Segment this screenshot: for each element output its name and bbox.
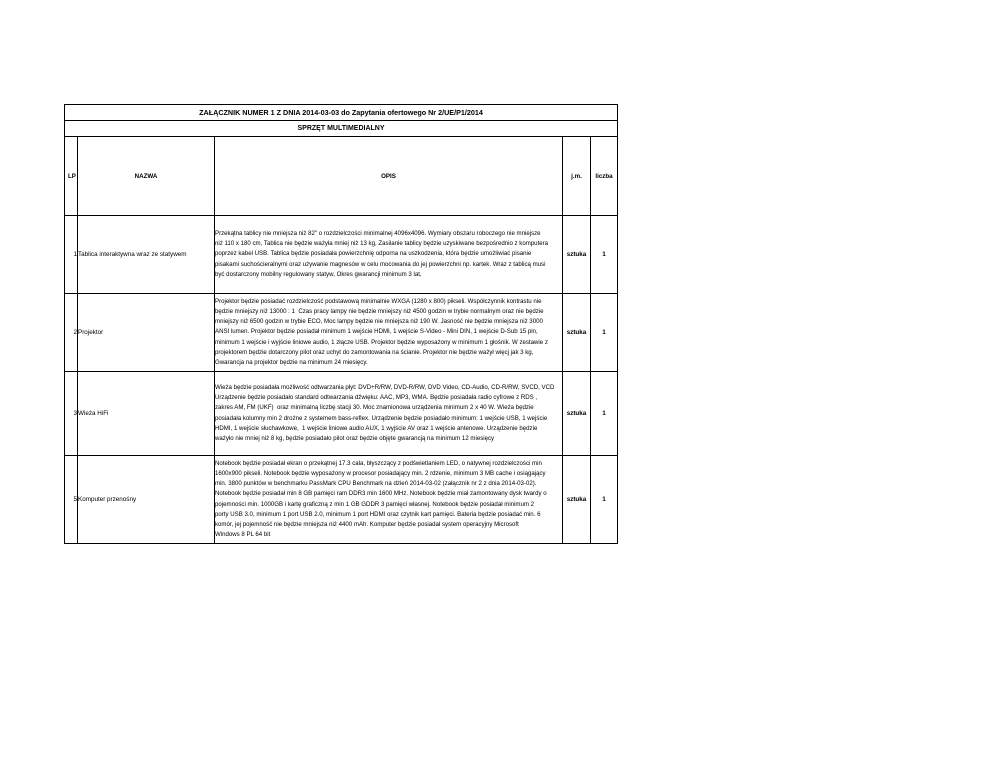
row-liczba: 1 bbox=[591, 216, 618, 294]
row-opis-text: Wieża będzie posiadała możliwość odtwarzania płyt: DVD+R/RW, DVD-R/RW, DVD Video, CD-Audio, CD-R/RW, SVCD, VCD Urządzenie będzie posiadało standard odtwarzania dźwięku: AAC, MP3, WMA. Będzie posiadała radio cyfrowe z RDS , zakres AM, FM (UKF) oraz minimalną liczbę stacji 30. Moc znamionowa urządzenia minimum 2 x 40 W. Wieża będzie posiadała kolumny min 2 drożne z systemem bass-reflex. Urządzenie będzie posiadało minimum: 1 wejście USB, 1 wejście HDMI, 1 wejście słuchawkowe, 1 wejście liniowe audio AUX, 1 wyjście AV oraz 1 wejście antenowe. Urządzenie będzie ważyło nie mniej niż 8 kg, będzie posiadało pilot oraz będzie objęte gwarancją na minimum 12 miesięcy bbox=[215, 383, 555, 442]
row-jm: sztuka bbox=[563, 216, 591, 294]
header-opis: OPIS bbox=[215, 137, 563, 216]
row-opis bbox=[215, 456, 563, 544]
header-liczba: liczba bbox=[591, 137, 618, 216]
row-jm: sztuka bbox=[563, 294, 591, 372]
row-nazwa: Projektor bbox=[78, 294, 215, 372]
table-row bbox=[65, 216, 618, 294]
row-lp: 1 bbox=[65, 216, 78, 294]
row-lp: 2 bbox=[65, 294, 78, 372]
row-liczba: 1 bbox=[591, 294, 618, 372]
row-lp: 3 bbox=[65, 372, 78, 456]
header-row bbox=[65, 137, 618, 216]
row-nazwa: Tablica interaktywna wraz ze statywem bbox=[78, 216, 215, 294]
row-opis bbox=[215, 372, 563, 456]
row-opis-text: Przekątna tablicy nie mniejsza niż 82" o rozdzielczości minimalnej 4096x4096. Wymiary obszaru roboczego nie mniejsze niż 110 x 180 cm, Tablica nie będzie ważyła mniej niż 13 kg, Zasilanie tablicy będzie uzyskiwane bezpośrednio z komputera poprzez kabel USB. Tablica będzie posiadała powierzchnię odporna na uszkodzenia, która będzie umożliwiać pisanie pisakami suchościeralnymi oraz używanie magnesów w celu mocowania do jej powierzchni np. kartek. Wraz z tablicą musi być dostarczony mobilny regulowany statyw, Okres gwarancji minimum 3 lat, bbox=[215, 229, 549, 278]
header-lp: LP bbox=[65, 137, 78, 216]
row-opis bbox=[215, 216, 563, 294]
row-liczba: 1 bbox=[591, 456, 618, 544]
row-opis-text: Projektor będzie posiadać rozdzielczość podstawową minimalnie WXGA (1280 x 800) pikseli. Współczynnik kontrastu nie będzie mniejszy niż 13000 : 1 Czas pracy lampy nie będzie mniejszy niż 4500 godzin w trybie normalnym oraz nie będzie mniejszy niż 6500 godzin w trybie ECO, Moc lampy będzie nie mniejsza niż 190 W. Jasność nie będzie mniejsza niż 3000 ANSI lumen. Projektor będzie posiadał minimum 1 wejście HDMI, 1 wejście S-Video - Mini DIN, 1 wejście D-Sub 15 pin, minimum 1 wejście i wyjście liniowe audio, 1 złącze USB. Projektor będzie wyposażony w minimum 1 głośnik. W zestawie z projektorem będzie dotarczony pilot oraz uchyt do zamontowania na ścianie. Projektor nie będzie ważył więcj jak 3 kg, Gwarancja na projektor będzie na minimum 24 miesięcy. bbox=[215, 297, 548, 366]
table-row bbox=[65, 456, 618, 544]
row-jm: sztuka bbox=[563, 456, 591, 544]
row-nazwa: Komputer przenośny bbox=[78, 456, 215, 544]
row-jm: sztuka bbox=[563, 372, 591, 456]
header-nazwa: NAZWA bbox=[78, 137, 215, 216]
table-row bbox=[65, 372, 618, 456]
section-title: SPRZĘT MULTIMEDIALNY bbox=[65, 121, 618, 137]
header-jm: j.m. bbox=[563, 137, 591, 216]
row-liczba: 1 bbox=[591, 372, 618, 456]
row-nazwa: Wieża HiFi bbox=[78, 372, 215, 456]
spreadsheet-table bbox=[64, 104, 618, 544]
row-opis bbox=[215, 294, 563, 372]
row-lp: 5 bbox=[65, 456, 78, 544]
row-opis-text: Notebook będzie posiadał ekran o przekątnej 17.3 cala, błyszczący z podświetlaniem LED, o natywnej rozdzielczości min 1600x900 pikseli. Notebook będzie wyposażony w procesor posiadający min. 2 rdzenie, minimum 3 MB cache i osiągający min. 3800 punktów w benchmarku PassMark CPU Benchmark na dzień 2014-03-02 (załącznik nr 2 z dnia 2014-03-02). Notebook będzie posiadał min 8 GB pamięci ram DDR3 min 1600 MHz. Notebook będzie miał zamontowany dysk twardy o pojemności min. 1000GB i kartę graficzną z min 1 GB GDDR 3 pamięci własnej. Notebook będzie posiadał minimum 2 porty USB 3.0, minimum 1 port USB 2.0, minimum 1 port HDMI oraz czytnik kart pamięci. Bateria będzie posiadać min. 6 komór, jej pojemność nie będzie mniejsza niż 4400 mAh. Komputer będzie posiadał system operacyjny Microsoft Windows 8 PL 64 bit bbox=[215, 459, 547, 539]
table-row bbox=[65, 294, 618, 372]
document-title: ZAŁĄCZNIK NUMER 1 Z DNIA 2014-03-03 do Zapytania ofertowego Nr 2/UE/P1/2014 bbox=[65, 105, 618, 121]
